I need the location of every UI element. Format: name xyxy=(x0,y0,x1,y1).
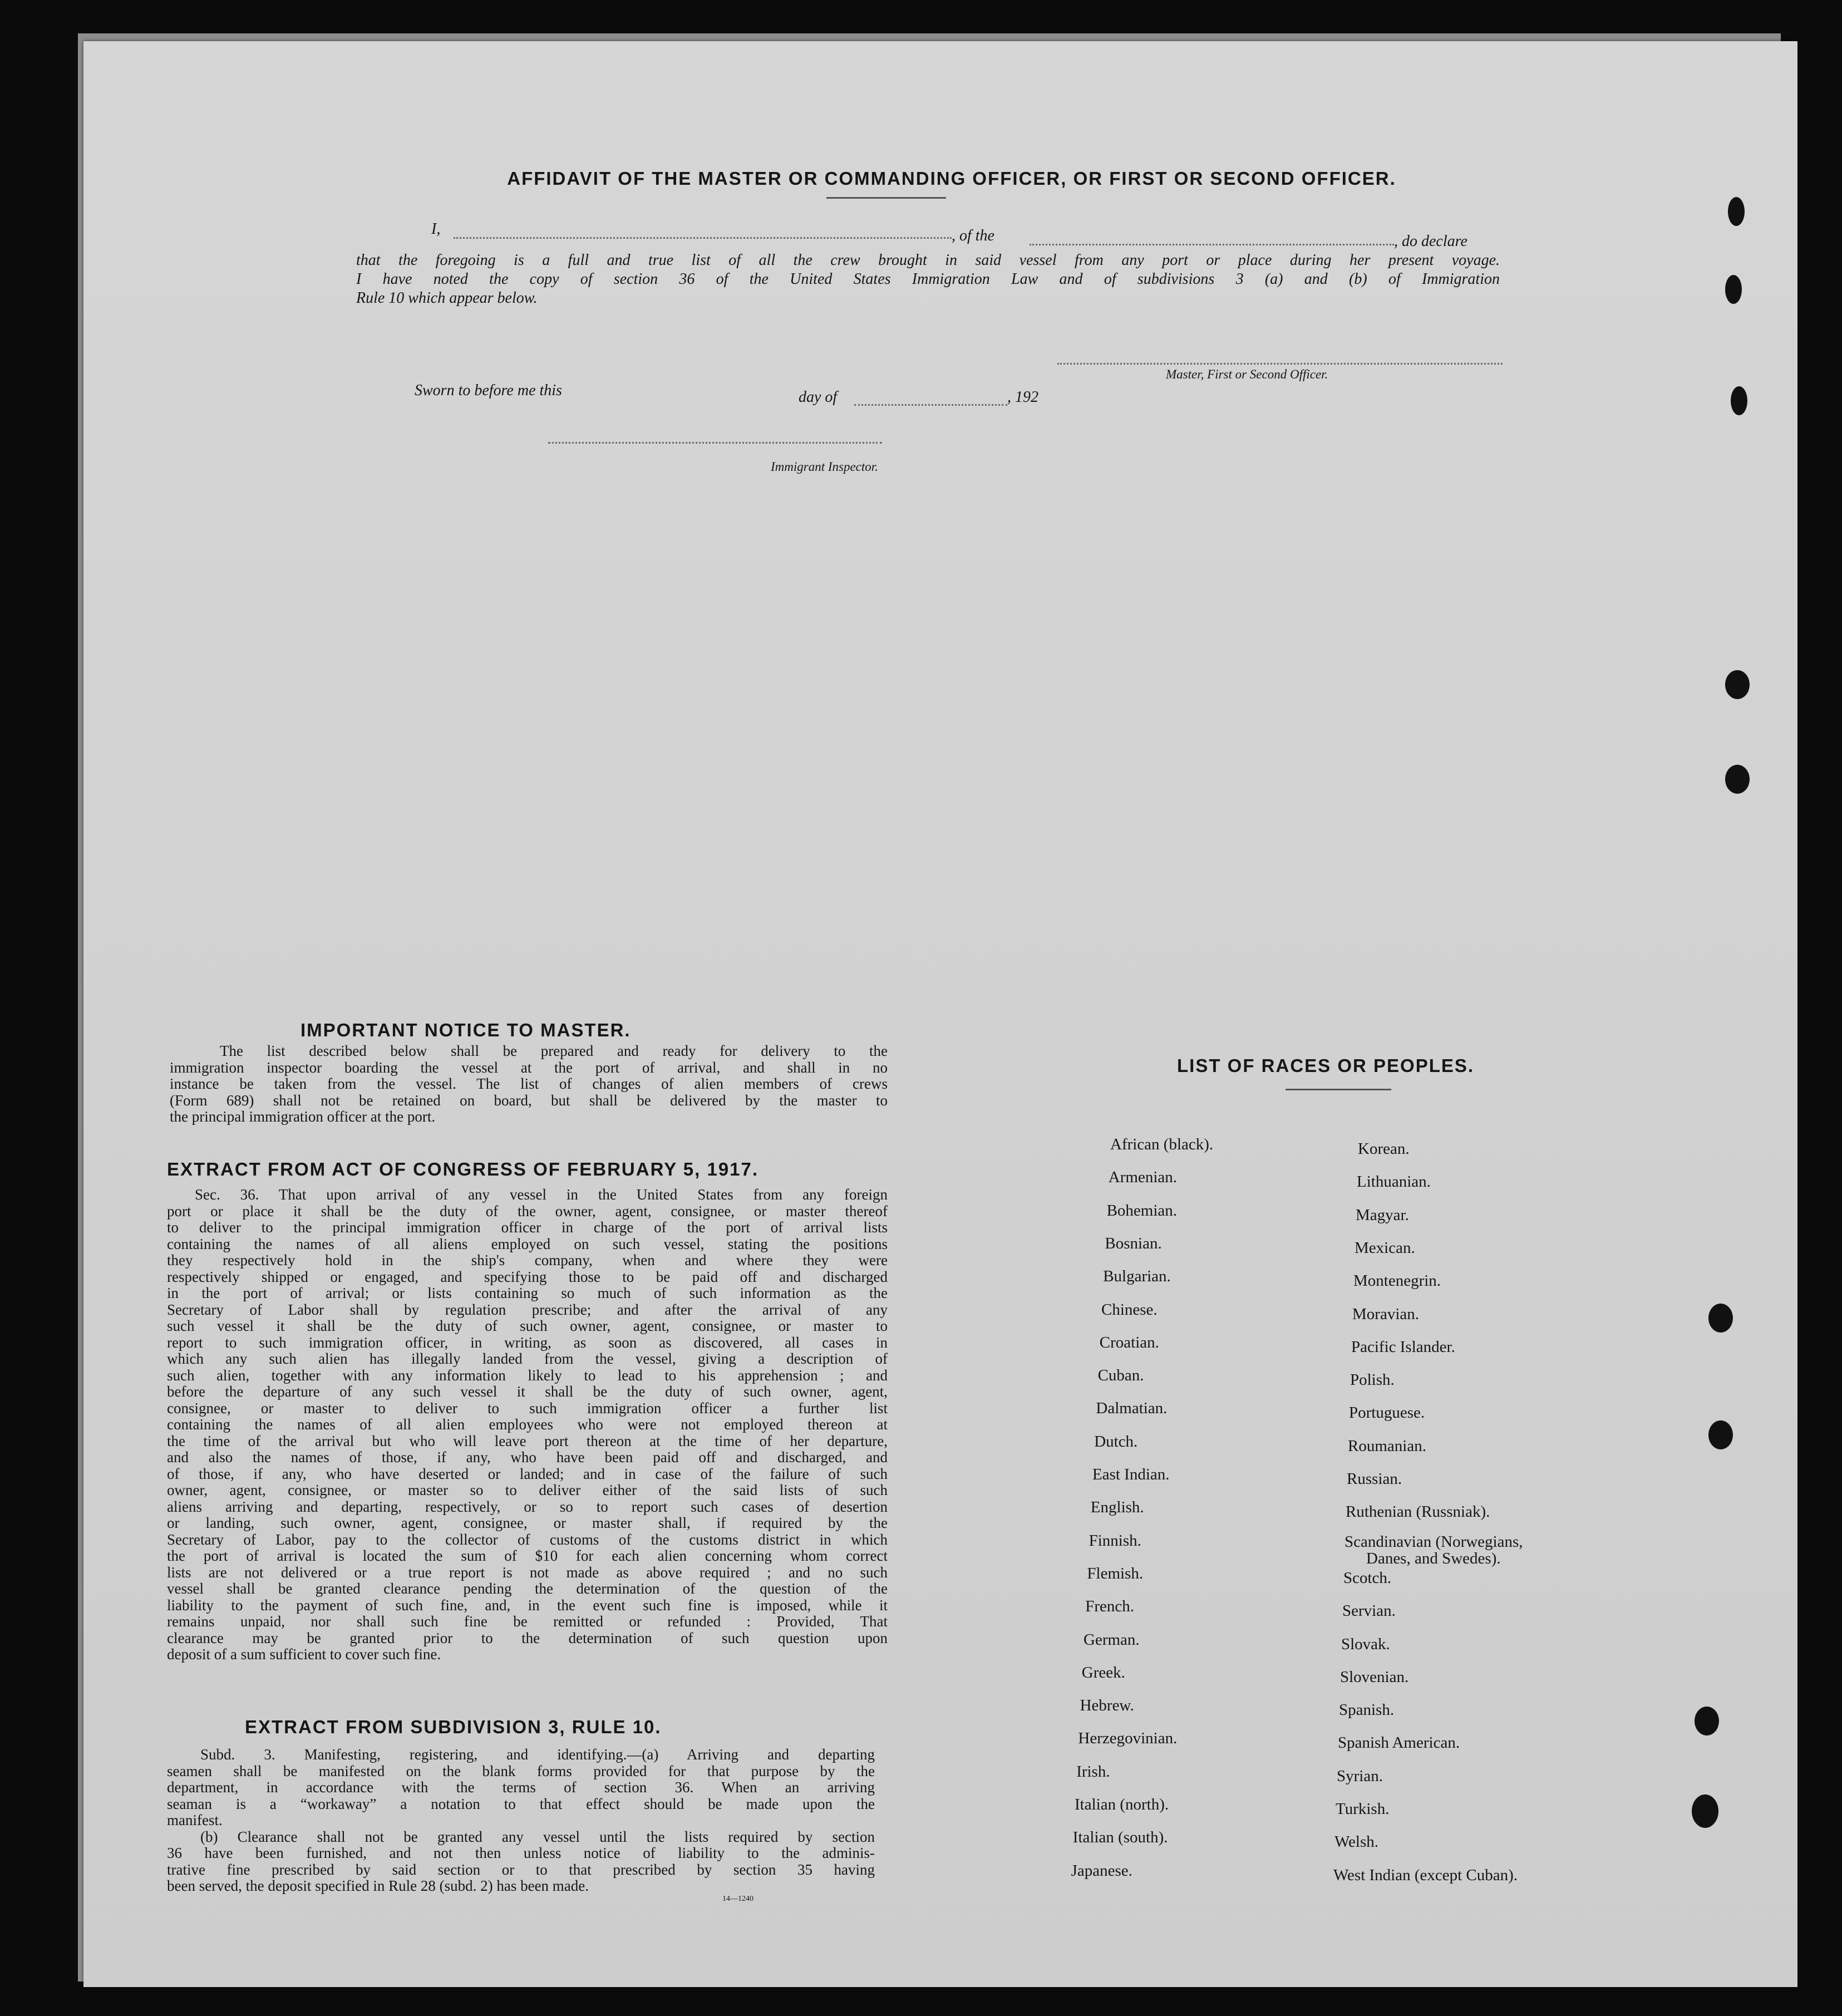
race-item: Dutch. xyxy=(1094,1432,1138,1450)
affidavit-of-the: , of the xyxy=(952,227,994,244)
master-signature-label: Master, First or Second Officer. xyxy=(1166,367,1328,381)
rule-extract-line: been served, the deposit specified in Rule 28 (subd. 2) has been made. xyxy=(167,1877,589,1894)
binder-hole xyxy=(1725,765,1750,794)
act-extract-line: respectively shipped or engaged, and specifying those to be paid off and discharged xyxy=(167,1268,888,1285)
rule-extract-line: (b) Clearance shall not be granted any vessel until the lists required by section xyxy=(200,1828,875,1845)
affidavit-line-2: that the foregoing is a full and true list of all the crew brought in said vessel from any port or place during her present voyage. xyxy=(356,252,1500,269)
act-extract-line: to deliver to the principal immigration officer in charge of the port of arrival lists xyxy=(167,1219,888,1236)
race-item: Chinese. xyxy=(1101,1300,1158,1319)
day-blank xyxy=(854,404,1007,406)
rule-extract-line: Subd. 3. Manifesting, registering, and identifying.—(a) Arriving and departing xyxy=(200,1746,875,1763)
act-extract-line: owner, agent, consignee, or master so to deliver either of the said lists of such xyxy=(167,1482,888,1498)
notice-title: IMPORTANT NOTICE TO MASTER. xyxy=(301,1020,631,1040)
notice-line: (Form 689) shall not be retained on board, but shall be delivered by the master to xyxy=(170,1091,888,1109)
affidavit-do-declare: , do declare xyxy=(1394,233,1467,250)
name-blank xyxy=(454,237,952,239)
race-item: Montenegrin. xyxy=(1353,1272,1441,1290)
race-item: Welsh. xyxy=(1334,1833,1379,1851)
act-extract-body xyxy=(167,1187,888,1663)
race-item: Portuguese. xyxy=(1349,1404,1425,1422)
act-extract-line: Secretary of Labor shall by regulation prescribe; and after the arrival of any xyxy=(167,1301,888,1318)
race-item: Turkish. xyxy=(1336,1800,1390,1818)
affidavit-i-label: I, xyxy=(431,220,441,238)
act-extract-line: port or place it shall be the duty of the owner, agent, consignee, or master thereof xyxy=(167,1202,888,1220)
act-extract-line: report to such immigration officer, in writing, as soon as discovered, all cases in xyxy=(167,1334,888,1351)
race-item: German. xyxy=(1083,1630,1140,1649)
race-item: Danes, and Swedes). xyxy=(1366,1549,1501,1567)
races-title: LIST OF RACES OR PEOPLES. xyxy=(1177,1055,1475,1076)
race-item: Dalmatian. xyxy=(1096,1399,1168,1418)
act-extract-line: liability to the payment of such fine, and, in the event such fine is imposed, while it xyxy=(167,1596,888,1614)
act-extract-line: or landing, such owner, agent, consignee, or master shall, if required by the xyxy=(167,1515,888,1531)
race-item: Herzegovinian. xyxy=(1078,1729,1178,1748)
race-item: Moravian. xyxy=(1352,1305,1419,1323)
affidavit-title-rule xyxy=(826,197,946,199)
race-item: Servian. xyxy=(1342,1602,1396,1620)
race-item: Croatian. xyxy=(1099,1333,1159,1351)
race-item: Polish. xyxy=(1350,1371,1395,1389)
act-extract-line: aliens arriving and departing, respectively, or so to report such cases of desertion xyxy=(167,1498,888,1515)
binder-hole xyxy=(1708,1420,1733,1449)
race-item: English. xyxy=(1090,1498,1144,1517)
rule-extract-line: seaman is a “workaway” a notation to that effect should be made upon the xyxy=(167,1795,875,1812)
vessel-blank xyxy=(1030,244,1394,245)
binder-hole xyxy=(1692,1794,1718,1828)
race-item: African (black). xyxy=(1110,1135,1214,1153)
year-label: , 192 xyxy=(1007,389,1038,406)
race-item: Italian (south). xyxy=(1072,1828,1168,1847)
binder-hole xyxy=(1728,197,1745,226)
rule-extract-line: manifest. xyxy=(167,1812,223,1828)
act-extract-line: remains unpaid, nor shall such fine be remitted or refunded : Provided, That xyxy=(167,1613,888,1630)
notice-line: immigration inspector boarding the vessel at the port of arrival, and shall in no xyxy=(170,1059,888,1076)
master-signature-line xyxy=(1057,363,1503,365)
notice-line: the principal immigration officer at the port. xyxy=(170,1108,436,1125)
race-item: Russian. xyxy=(1347,1470,1402,1488)
race-item: Spanish American. xyxy=(1338,1734,1460,1752)
sworn-text: Sworn to before me this xyxy=(415,382,562,399)
notice-line: The list described below shall be prepared and ready for delivery to the xyxy=(220,1043,888,1059)
act-extract-line: vessel shall be granted clearance pending the determination of the question of the xyxy=(167,1580,888,1597)
act-extract-line: deposit of a sum sufficient to cover such fine. xyxy=(167,1646,441,1663)
race-item: French. xyxy=(1085,1597,1134,1616)
race-item: Slovak. xyxy=(1341,1635,1390,1653)
act-extract-line: before the departure of any such vessel it shall be the duty of such owner, agent, xyxy=(167,1383,888,1400)
form-page xyxy=(83,41,1797,1987)
rule-extract-line: department, in accordance with the terms of section 36. When an arriving xyxy=(167,1779,875,1796)
race-item: Spanish. xyxy=(1339,1701,1395,1719)
race-item: Pacific Islander. xyxy=(1351,1338,1455,1356)
binder-hole xyxy=(1725,670,1750,699)
race-item: Magyar. xyxy=(1356,1206,1409,1224)
race-item: Flemish. xyxy=(1087,1564,1144,1582)
act-extract-line: Sec. 36. That upon arrival of any vessel in the United States from any foreign xyxy=(195,1186,888,1203)
race-item: Roumanian. xyxy=(1348,1437,1426,1455)
affidavit-line-4: Rule 10 which appear below. xyxy=(356,289,538,307)
race-item: Mexican. xyxy=(1355,1238,1415,1257)
race-item: Lithuanian. xyxy=(1357,1173,1431,1191)
inspector-signature-line xyxy=(548,442,882,444)
rule-extract-title: EXTRACT FROM SUBDIVISION 3, RULE 10. xyxy=(245,1717,662,1737)
binder-hole xyxy=(1695,1707,1719,1735)
race-item: Hebrew. xyxy=(1080,1697,1134,1715)
race-item: Scandinavian (Norwegians, xyxy=(1344,1532,1523,1551)
rule-extract-line: 36 have been furnished, and not then unless notice of liability to the adminis- xyxy=(167,1845,875,1861)
act-extract-title: EXTRACT FROM ACT OF CONGRESS OF FEBRUARY 5, 1917. xyxy=(167,1159,759,1179)
day-of-label: day of xyxy=(799,389,838,406)
race-item: Italian (north). xyxy=(1075,1796,1169,1813)
race-item: Bosnian. xyxy=(1105,1234,1162,1252)
race-item: Slovenian. xyxy=(1340,1668,1409,1686)
act-extract-line: clearance may be granted prior to the determination of such question upon xyxy=(167,1629,888,1646)
act-extract-line: containing the names of all aliens employed on such vessel, stating the positions xyxy=(167,1235,888,1252)
race-item: Cuban. xyxy=(1097,1366,1144,1385)
races-title-rule xyxy=(1286,1089,1391,1090)
race-item: West Indian (except Cuban). xyxy=(1333,1866,1518,1884)
race-item: Korean. xyxy=(1358,1140,1410,1158)
act-extract-line: which any such alien has illegally landed from the vessel, giving a description of xyxy=(167,1350,888,1367)
notice-line: instance be taken from the vessel. The list of changes of alien members of crews xyxy=(170,1075,888,1092)
act-extract-line: and also the names of those, if any, who have been paid off and discharged, and xyxy=(167,1449,888,1466)
race-item: Armenian. xyxy=(1108,1168,1178,1187)
race-item: Bulgarian. xyxy=(1103,1267,1171,1286)
race-item: Japanese. xyxy=(1071,1861,1132,1880)
race-item: Greek. xyxy=(1081,1663,1125,1681)
act-extract-line: in the port of arrival; or lists containing so much of such information as the xyxy=(167,1285,888,1301)
rule-extract-line: trative fine prescribed by said section or to that prescribed by section 35 having xyxy=(167,1861,875,1878)
binder-hole xyxy=(1731,386,1747,415)
race-item: East Indian. xyxy=(1092,1466,1170,1483)
notice-body xyxy=(170,1043,888,1125)
race-item: Syrian. xyxy=(1337,1767,1383,1785)
form-number: 14—1240 xyxy=(722,1895,753,1903)
inspector-label: Immigrant Inspector. xyxy=(771,460,878,474)
race-item: Irish. xyxy=(1076,1762,1110,1781)
act-extract-line: consignee, or master to deliver to such immigration officer a further list xyxy=(167,1399,888,1417)
act-extract-line: the port of arrival is located the sum of $10 for each alien concerning whom correct xyxy=(167,1547,888,1564)
act-extract-line: such vessel it shall be the duty of such owner, agent, consignee, or master to xyxy=(167,1317,888,1334)
act-extract-line: Secretary of Labor, pay to the collector of customs of the customs district in which xyxy=(167,1531,888,1548)
act-extract-line: lists are not delivered or a true report is not made as above required ; and no such xyxy=(167,1563,888,1581)
act-extract-line: containing the names of all alien employees who were not employed thereon at xyxy=(167,1416,888,1433)
race-item: Finnish. xyxy=(1089,1531,1141,1550)
affidavit-line-3: I have noted the copy of section 36 of the United States Immigration Law and of subdivisions 3 (a) and (b) of Immigration xyxy=(356,271,1500,288)
act-extract-line: they respectively hold in the ship's company, when and where they were xyxy=(167,1252,888,1268)
race-item: Bohemian. xyxy=(1106,1201,1178,1220)
binder-hole xyxy=(1725,275,1742,304)
race-item: Ruthenian (Russniak). xyxy=(1346,1503,1490,1521)
rule-extract-line: seamen shall be manifested on the blank forms provided for that purpose by the xyxy=(167,1762,875,1779)
act-extract-line: the time of the arrival but who will leave port thereon at the time of her departure, xyxy=(167,1432,888,1449)
act-extract-line: such alien, together with any information likely to lead to his apprehension ; and xyxy=(167,1366,888,1384)
rule-extract-body xyxy=(167,1747,875,1895)
binder-hole xyxy=(1708,1304,1733,1332)
affidavit-title: AFFIDAVIT OF THE MASTER OR COMMANDING OFFICER, OR FIRST OR SECOND OFFICER. xyxy=(507,168,1396,189)
act-extract-line: of those, if any, who have deserted or landed; and in case of the failure of such xyxy=(167,1465,888,1482)
race-item: Scotch. xyxy=(1343,1568,1392,1587)
